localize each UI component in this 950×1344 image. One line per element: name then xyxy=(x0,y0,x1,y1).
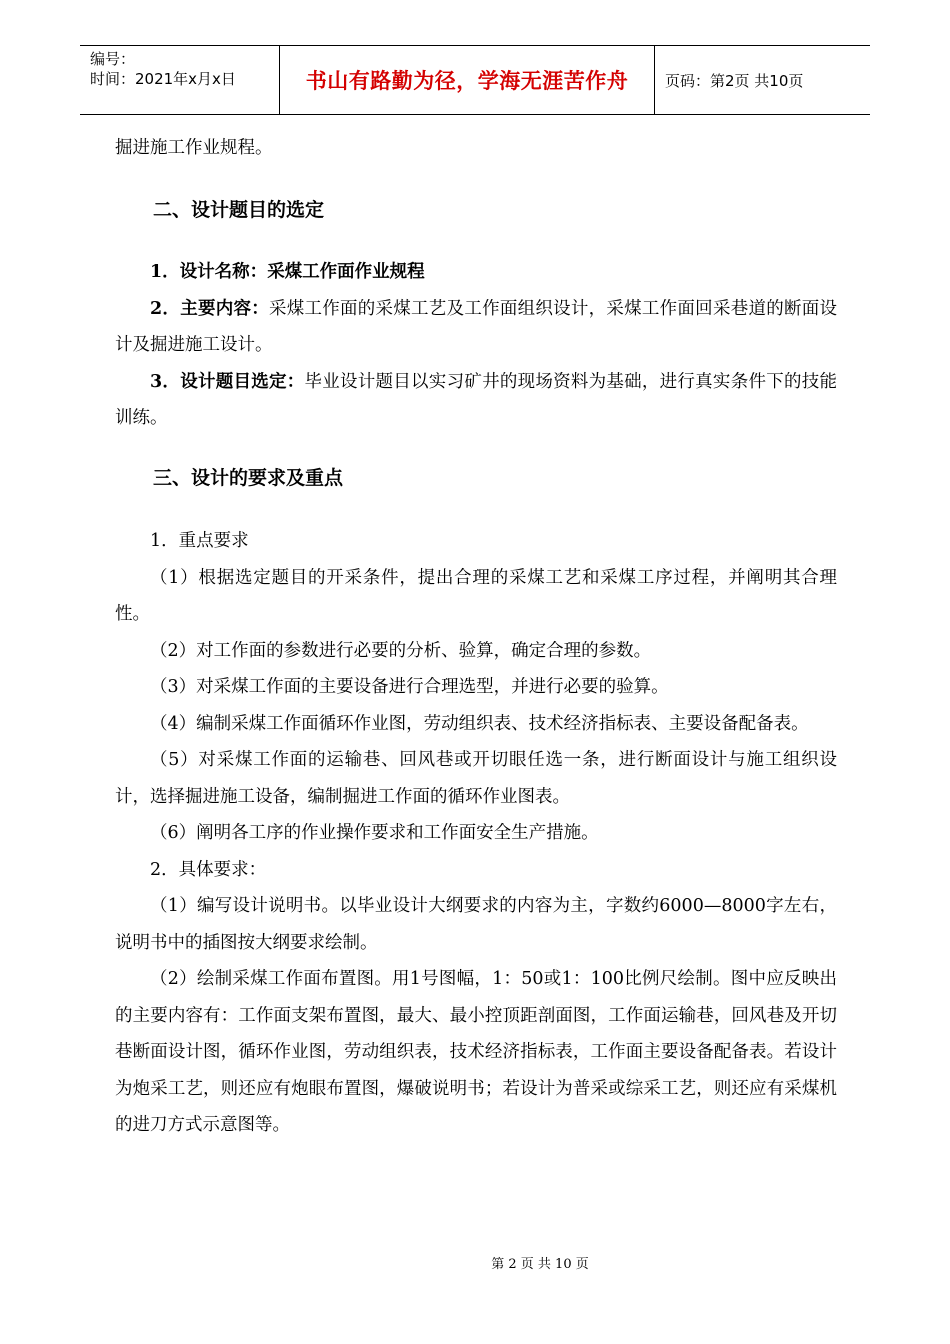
requirement-paragraph: 2．具体要求： xyxy=(150,859,267,880)
header-time: 时间：2021年x月x日 xyxy=(90,70,236,88)
section-3-body xyxy=(115,523,837,1144)
design-item-label: 3．设计题目选定： xyxy=(150,371,305,392)
requirement-paragraph: （3）对采煤工作面的主要设备进行合理选型，并进行必要的验算。 xyxy=(150,677,669,697)
header-meta-cell xyxy=(80,46,280,114)
design-item-text: 毕业设计题目以实习矿井的现场资料为基础，进行真实条件下的技能训练。 xyxy=(115,371,837,428)
header-table xyxy=(80,45,870,115)
section-heading-3: 三、设计的要求及重点 xyxy=(153,467,344,489)
design-item-label: 2．主要内容： xyxy=(150,298,269,319)
section-2-body xyxy=(115,254,837,437)
requirement-paragraph: （6）阐明各工序的作业操作要求和工作面安全生产措施。 xyxy=(150,823,599,843)
header-motto: 书山有路勤为径，学海无涯苦作舟 xyxy=(280,46,655,114)
continued-paragraph: 掘进施工作业规程。 xyxy=(115,138,273,158)
requirement-paragraph: （1）根据选定题目的开采条件，提出合理的采煤工艺和采煤工序过程，并阐明其合理性。 xyxy=(115,567,837,624)
header-number: 编号： xyxy=(90,50,136,68)
requirement-paragraph: （1）编写设计说明书。以毕业设计大纲要求的内容为主，字数约6000—8000字左右，说明书中的插图按大纲要求绘制。 xyxy=(115,896,837,953)
requirement-paragraph: （2）绘制采煤工作面布置图。用1号图幅，1：50或1：100比例尺绘制。图中应反映出的主要内容有：工作面支架布置图，最大、最小控顶距剖面图，工作面运输巷，回风巷及开切巷断面设计图，循环作业图，劳动组织表，技术经济指标表，工作面主要设备配备表。若设计为炮采工艺，则还应有炮眼布置图，爆破说明书；若设计为普采或综采工艺，则还应有采煤机的进刀方式示意图等。 xyxy=(115,969,837,1135)
requirement-paragraph: 1．重点要求 xyxy=(150,531,249,551)
section-heading-2: 二、设计题目的选定 xyxy=(153,199,325,221)
design-item-text: 采煤工作面作业规程 xyxy=(267,262,425,282)
requirement-paragraph: （5）对采煤工作面的运输巷、回风巷或开切眼任选一条，进行断面设计与施工组织设计，选择掘进施工设备，编制掘进工作面的循环作业图表。 xyxy=(115,750,837,807)
design-item-1 xyxy=(115,254,837,291)
design-item-text: 采煤工作面的采煤工艺及工作面组织设计，采煤工作面回采巷道的断面设计及掘进施工设计。 xyxy=(115,298,837,355)
design-item-3 xyxy=(115,364,837,437)
page-footer: 第 2 页 共 10 页 xyxy=(491,1257,589,1272)
header-page-info: 页码：第2页 共10页 xyxy=(665,71,804,90)
design-item-2 xyxy=(115,291,837,364)
requirement-paragraph: （2）对工作面的参数进行必要的分析、验算，确定合理的参数。 xyxy=(150,640,652,661)
design-item-label: 1．设计名称： xyxy=(150,262,268,282)
requirement-paragraph: （4）编制采煤工作面循环作业图，劳动组织表、技术经济指标表、主要设备配备表。 xyxy=(150,713,809,734)
